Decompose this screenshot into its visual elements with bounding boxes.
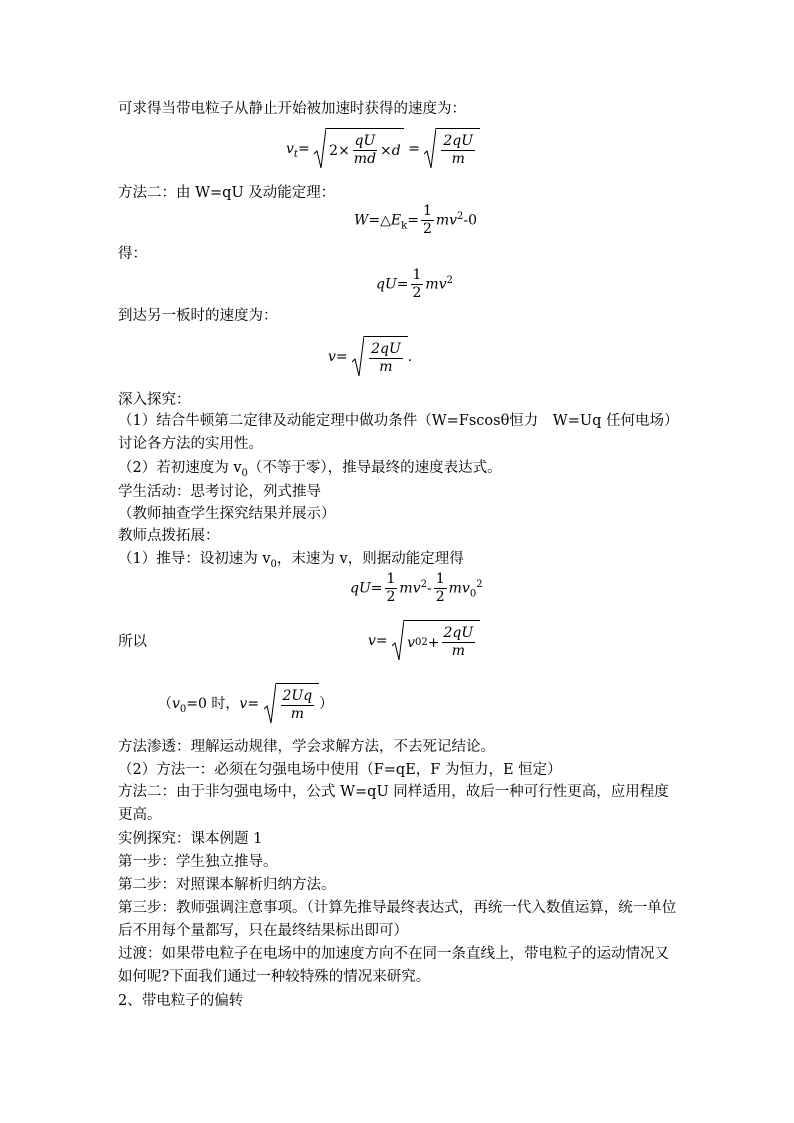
text-paragraph: （1）结合牛顿第二定律及动能定理中做功条件（W=Fscosθ恒力 W=Uq 任何电场）讨论各方法的实用性。 <box>118 413 679 452</box>
text-subscript: 0 <box>270 558 277 570</box>
text-line: 实例探究：课本例题 1 <box>118 831 263 847</box>
text-line: 教师点拨拓展： <box>118 528 220 544</box>
eq-symbol: mv <box>399 580 421 597</box>
text-paragraph: 第三步：教师强调注意事项。（计算先推导最终表达式，再统一代入数值运算，统一单位后不用每个量都写，只在最终结果标出即可） <box>118 900 677 939</box>
eq-symbol: qU <box>376 276 397 293</box>
eq-symbol: mv <box>448 580 470 597</box>
eq-operator: + <box>427 634 440 651</box>
fraction-numerator: 1 <box>412 267 422 283</box>
eq-operator: = <box>375 633 388 649</box>
text-subscript: 0 <box>241 467 248 479</box>
eq-operator: = <box>370 580 383 597</box>
fraction-denominator: m <box>451 643 465 659</box>
text-line: 第二步：对照课本解析归纳方法。 <box>118 877 336 893</box>
eq-subscript: k <box>401 220 408 232</box>
eq-number: 2 <box>329 142 339 159</box>
fraction <box>434 571 447 606</box>
eq-superscript: 2 <box>476 578 483 590</box>
eq-symbol: mv <box>425 276 447 293</box>
text-fragment: （2）若初速度为 v <box>118 460 242 476</box>
fraction <box>352 133 378 168</box>
eq-symbol: W <box>354 212 369 229</box>
fraction-denominator: 2 <box>386 589 396 605</box>
eq-subscript: t <box>293 148 298 160</box>
eq-symbol: mv <box>435 212 458 229</box>
text-line: 深入探究： <box>118 392 191 408</box>
eq-bracket: （ <box>158 696 172 712</box>
sqrt-sign <box>314 128 404 170</box>
eq-symbol: v <box>368 633 376 649</box>
fraction <box>411 267 424 302</box>
fraction-numerator: 2qU <box>371 341 401 357</box>
fraction-numerator: qU <box>354 133 376 149</box>
eq-operator: - <box>426 580 432 597</box>
fraction-numerator: 1 <box>422 203 432 219</box>
eq-bracket: ） <box>319 696 334 712</box>
fraction-denominator: md <box>353 151 377 167</box>
text-line: 到达另一板时的速度为： <box>118 308 278 324</box>
eq-symbol: v <box>239 696 248 712</box>
sqrt-sign <box>392 620 480 662</box>
eq-operator: = <box>297 141 310 157</box>
fraction-numerator: 2qU <box>443 625 474 641</box>
fraction-denominator: 2 <box>412 285 422 301</box>
fraction-numerator: 2Uq <box>282 688 313 704</box>
equation-energy-with-v0 <box>350 571 483 606</box>
delta-symbol: △ <box>380 212 391 229</box>
eq-symbol: qU <box>350 580 371 597</box>
eq-symbol: v <box>328 349 336 365</box>
fraction-denominator: m <box>451 151 465 167</box>
text-line: 可求得当带电粒子从静止开始被加速时获得的速度为： <box>118 101 466 117</box>
fraction-numerator: 2qU <box>443 133 474 149</box>
fraction <box>369 341 403 376</box>
eq-symbol: v <box>286 141 294 157</box>
text-line: （2）方法一：必须在匀强电场中使用（F=qE，F 为恒力，E 恒定） <box>118 762 562 778</box>
text-line <box>118 458 502 484</box>
fraction <box>385 571 398 606</box>
eq-operator: = <box>335 349 348 365</box>
equation-final-velocity <box>328 336 412 378</box>
text-fragment: （1）推导：设初速为 v <box>118 551 271 567</box>
eq-superscript: 2 <box>457 210 464 222</box>
sqrt-sign <box>352 336 408 378</box>
text-fragment: ，末速为 v，则据动能定理得 <box>276 551 464 567</box>
text-paragraph: 方法二：由于非匀强电场中，公式 W=qU 同样适用，故后一种可行性更高，应用程度更高。 <box>118 784 669 823</box>
text-line: 第一步：学生独立推导。 <box>118 854 278 870</box>
text-fragment: （不等于零），推导最终的速度表达式。 <box>247 460 502 476</box>
eq-symbol: v <box>407 634 416 651</box>
equation-qU-energy <box>376 267 453 302</box>
eq-operator: = <box>396 276 409 293</box>
sqrt-sign <box>424 128 480 170</box>
text-line: 方法渗透：理解运动规律，学会求解方法，不去死记结论。 <box>118 739 495 755</box>
text-line: （教师抽查学生探究结果并展示） <box>118 506 336 522</box>
eq-operator: = <box>368 212 381 229</box>
eq-operator: × <box>338 142 350 159</box>
fraction <box>441 133 475 168</box>
text-line: 得： <box>118 246 147 262</box>
fraction <box>421 203 434 238</box>
fraction <box>442 625 476 660</box>
eq-superscript: 2 <box>446 274 453 286</box>
eq-subscript: 0 <box>469 588 477 600</box>
eq-operator: = <box>407 212 419 229</box>
text-line: 学生活动：思考讨论，列式推导 <box>118 484 321 500</box>
eq-punctuation: . <box>407 349 413 365</box>
fraction-numerator: 1 <box>435 571 445 587</box>
eq-term: =0 时， <box>186 696 240 712</box>
eq-operator: = <box>408 141 420 157</box>
text-paragraph: 过渡：如果带电粒子在电场中的加速度方向不在同一条直线上，带电粒子的运动情况又如何呢?下面我们通过一种较特殊的情况来研究。 <box>118 946 669 985</box>
equation-work-energy <box>354 203 477 238</box>
text-line: 方法二：由 W=qU 及动能定理： <box>118 185 336 201</box>
eq-symbol: E <box>390 212 402 229</box>
fraction <box>281 688 315 723</box>
section-heading: 2、带电粒子的偏转 <box>118 993 244 1009</box>
sqrt-sign <box>264 683 320 725</box>
fraction-denominator: 2 <box>422 221 432 237</box>
eq-superscript: 2 <box>420 578 427 590</box>
fraction-numerator: 1 <box>386 571 396 587</box>
eq-term: -0 <box>463 212 478 229</box>
eq-operator: × <box>380 142 392 159</box>
eq-symbol: v <box>172 696 180 712</box>
equation-velocity-sqrt <box>286 128 480 170</box>
fraction-denominator: m <box>290 706 304 722</box>
eq-operator: = <box>247 696 260 712</box>
eq-symbol: d <box>391 142 401 159</box>
eq-subscript: 0 <box>179 703 187 715</box>
eq-subscript: 0 <box>415 637 422 648</box>
fraction-denominator: 2 <box>435 589 445 605</box>
eq-superscript: 2 <box>421 637 428 648</box>
equation-special-case <box>158 683 333 725</box>
fraction-denominator: m <box>379 359 393 375</box>
text-line: 所以 <box>118 634 147 650</box>
equation-velocity-general <box>368 620 480 662</box>
